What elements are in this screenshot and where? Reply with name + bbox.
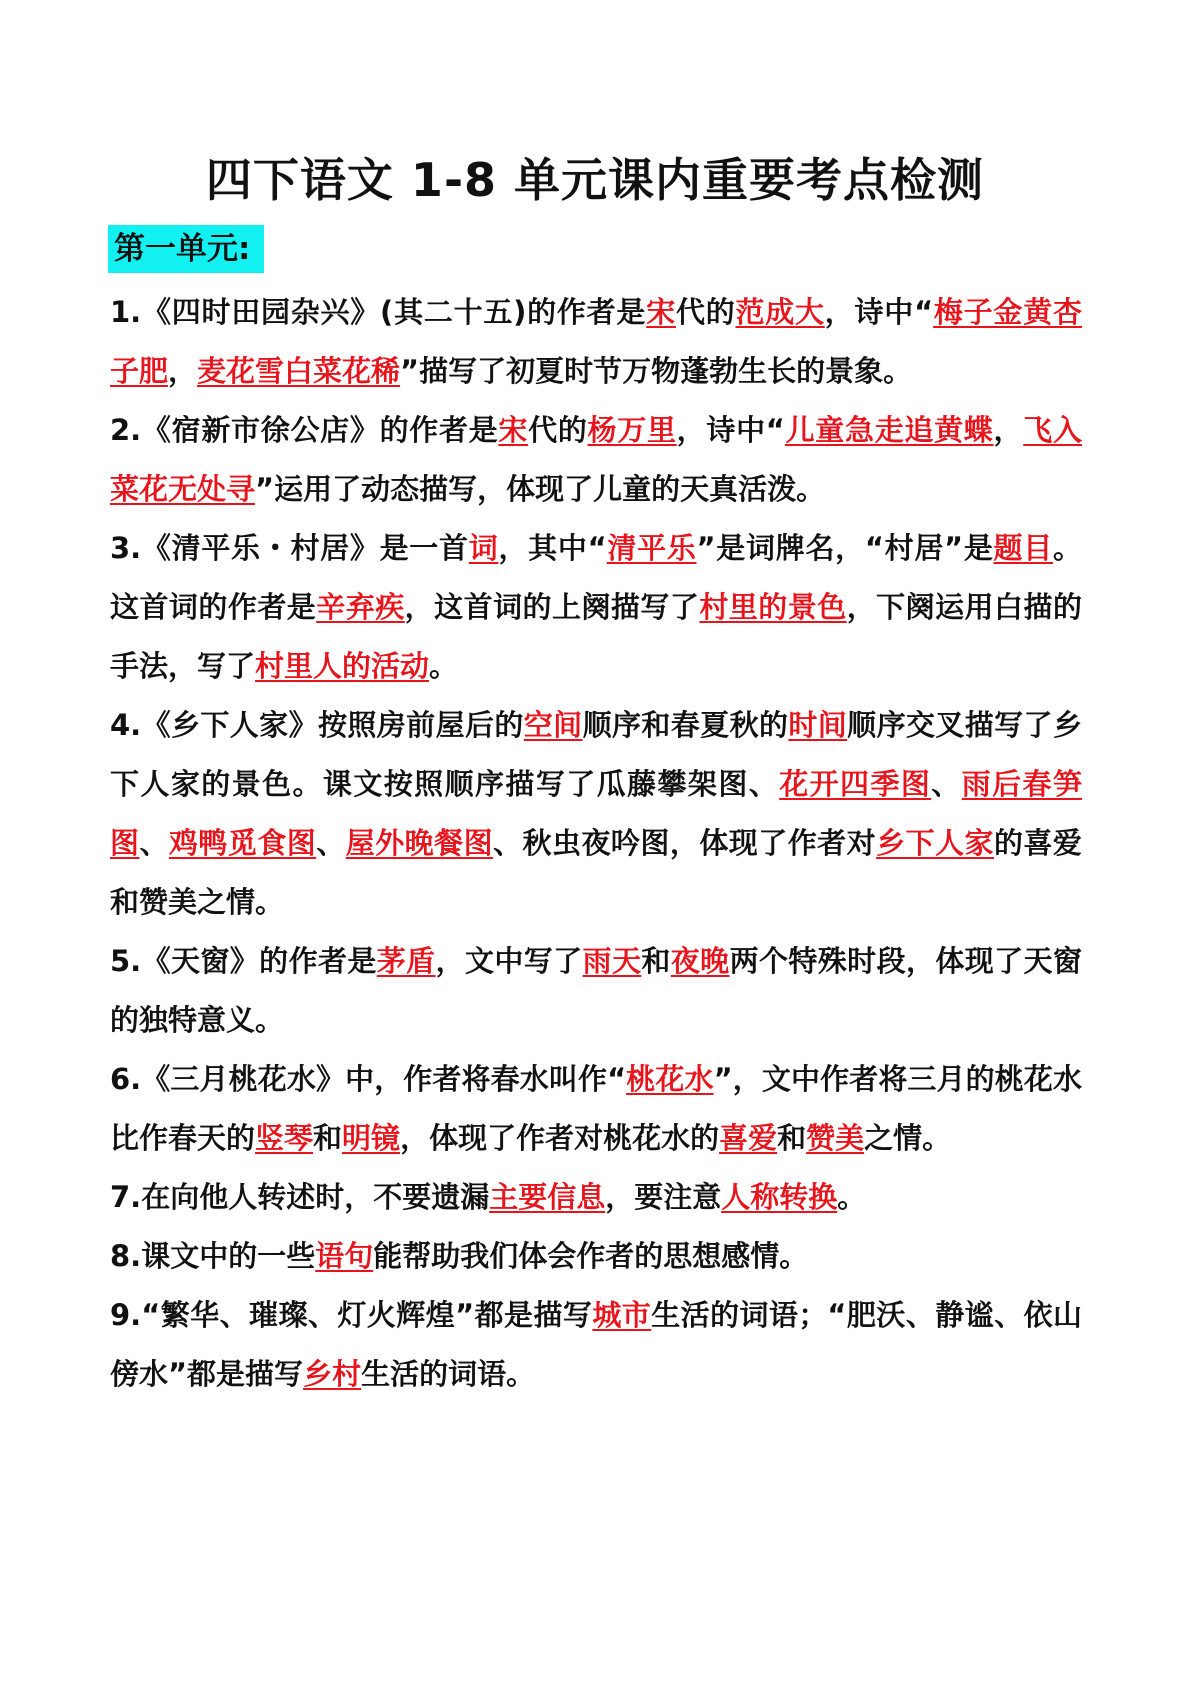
answer-highlight: 梅子金黄杏子肥 [110, 295, 1082, 388]
answer-highlight: 乡下人家 [876, 826, 994, 860]
answer-highlight: 杨万里 [587, 413, 677, 447]
answer-highlight: 雨天 [582, 944, 642, 978]
section-label-unit-1: 第一单元: [108, 225, 264, 273]
answer-highlight: 夜晚 [670, 944, 730, 978]
question-text: 的喜爱和赞美之情。 [110, 826, 1082, 919]
question-text: 8.课文中的一些 [110, 1239, 316, 1273]
answer-highlight: 时间 [788, 708, 848, 742]
page-title: 四下语文 1-8 单元课内重要考点检测 [205, 153, 985, 207]
answer-highlight: 茅盾 [376, 944, 436, 978]
question-text: 3.《清平乐・村居》是一首 [110, 531, 469, 565]
question-item [110, 696, 1082, 932]
question-text: ，体现了作者对桃花水的 [400, 1121, 720, 1155]
answer-highlight: 村里人的活动 [255, 649, 430, 683]
question-text: 和 [641, 944, 671, 978]
question-text: 能帮助我们体会作者的思想感情。 [373, 1239, 809, 1273]
question-text: ，下阕运用白描的手法，写了 [110, 590, 1082, 683]
question-text: 顺序交叉描写了乡下人家的景色。课文按照顺序描写了瓜藤攀架图、 [110, 708, 1082, 801]
question-item [110, 519, 1082, 696]
answer-highlight: 乡村 [303, 1357, 362, 1391]
answer-highlight: 雨后春笋图 [110, 767, 1082, 860]
question-text: ”描写了初夏时节万物蓬勃生长的景象。 [400, 354, 913, 388]
answer-highlight: 桃花水 [626, 1062, 714, 1096]
question-text: 两个特殊时段，体现了天窗的独特意义。 [110, 944, 1082, 1037]
question-text: ，文中写了 [435, 944, 583, 978]
answer-highlight: 明镜 [342, 1121, 401, 1155]
answer-highlight: 村里的景色 [699, 590, 847, 624]
answer-highlight: 辛弃疾 [316, 590, 405, 624]
question-text: ，诗中“ [824, 295, 934, 329]
question-text: 、 [139, 826, 169, 860]
answer-highlight: 人称转换 [721, 1180, 838, 1214]
question-text: ”是词牌名，“村居”是 [696, 531, 994, 565]
question-text: 生活的词语。 [361, 1357, 536, 1391]
question-text: ，要注意 [605, 1180, 722, 1214]
question-text: 1.《四时田园杂兴》(其二十五)的作者是 [110, 295, 647, 329]
answer-highlight: 赞美 [806, 1121, 865, 1155]
question-text: 7.在向他人转述时，不要遗漏 [110, 1180, 490, 1214]
question-list [110, 283, 1082, 1404]
answer-highlight: 儿童急走追黄蝶 [784, 413, 994, 447]
question-item [110, 1227, 1082, 1286]
question-text: 和 [777, 1121, 807, 1155]
answer-highlight: 语句 [315, 1239, 374, 1273]
question-text: 4.《乡下人家》按照房前屋后的 [110, 708, 524, 742]
answer-highlight: 城市 [592, 1298, 652, 1332]
question-item [110, 1286, 1082, 1404]
answer-highlight: 清平乐 [606, 531, 697, 565]
question-text: ， [993, 413, 1024, 447]
answer-highlight: 喜爱 [719, 1121, 778, 1155]
question-item [110, 283, 1082, 401]
answer-highlight: 鸡鸭觅食图 [168, 826, 317, 860]
answer-highlight: 空间 [523, 708, 583, 742]
answer-highlight: 主要信息 [489, 1180, 606, 1214]
question-text: 2.《宿新市徐公店》的作者是 [110, 413, 499, 447]
answer-highlight: 竖琴 [255, 1121, 314, 1155]
question-text: 之情。 [864, 1121, 952, 1155]
question-text: 顺序和春夏秋的 [582, 708, 789, 742]
answer-highlight: 宋 [498, 413, 529, 447]
question-text: 。 [429, 649, 459, 683]
answer-highlight: 花开四季图 [779, 767, 932, 801]
question-text: 、 [316, 826, 346, 860]
question-text: 和 [313, 1121, 343, 1155]
answer-highlight: 词 [468, 531, 499, 565]
question-item [110, 401, 1082, 519]
answer-highlight: 宋 [646, 295, 676, 329]
question-text: ”，文中作者将三月的桃花水比作春天的 [110, 1062, 1082, 1155]
question-item [110, 1168, 1082, 1227]
question-text: ，其中“ [498, 531, 607, 565]
question-text: 。 [837, 1180, 867, 1214]
question-text: 生活的词语；“肥沃、静谧、依山傍水”都是描写 [110, 1298, 1082, 1391]
answer-highlight: 飞入菜花无处寻 [110, 413, 1082, 506]
answer-highlight: 范成大 [735, 295, 825, 329]
answer-highlight: 屋外晚餐图 [345, 826, 494, 860]
question-text: 、秋虫夜吟图，体现了作者对 [493, 826, 877, 860]
question-text: 代的 [528, 413, 588, 447]
question-text: ， [168, 354, 198, 388]
question-text: 6.《三月桃花水》中，作者将春水叫作“ [110, 1062, 627, 1096]
answer-highlight: 题目 [993, 531, 1053, 565]
question-text: ，诗中“ [676, 413, 785, 447]
question-item [110, 932, 1082, 1050]
question-text: ，这首词的上阕描写了 [404, 590, 700, 624]
question-text: 5.《天窗》的作者是 [110, 944, 377, 978]
question-text: 。这首词的作者是 [110, 531, 1082, 624]
question-text: ”运用了动态描写，体现了儿童的天真活泼。 [255, 472, 826, 506]
question-text: 、 [931, 767, 962, 801]
question-item [110, 1050, 1082, 1168]
question-text: 9.“繁华、璀璨、灯火辉煌”都是描写 [110, 1298, 593, 1332]
question-text: 代的 [675, 295, 736, 329]
answer-highlight: 麦花雪白菜花稀 [197, 354, 401, 388]
